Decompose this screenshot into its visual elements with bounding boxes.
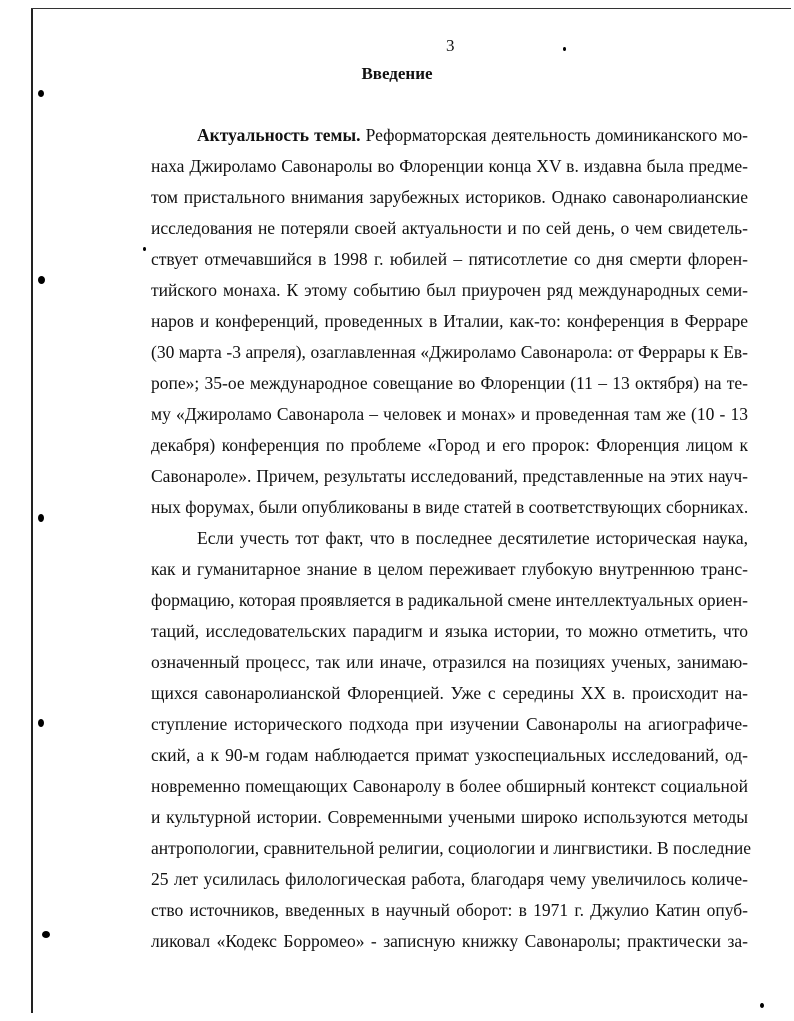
scan-edge-left xyxy=(31,8,33,1013)
page-heading: Введение xyxy=(361,64,433,83)
scan-speck xyxy=(38,514,44,522)
text-line xyxy=(151,120,748,151)
text-line: и культурной истории. Современными учеными широко используются методы xyxy=(151,807,748,827)
text-line: ский, а к 90-м годам наблюдается примат узкоспециальных исследований, од- xyxy=(151,745,748,765)
scan-speck xyxy=(38,276,45,284)
text-line: ство источников, введенных в научный оборот: в 1971 г. Джулио Катин опуб- xyxy=(151,900,748,920)
text-line: наха Джироламо Савонаролы во Флоренции конца XV в. издавна была предме- xyxy=(151,156,748,176)
text-line: 25 лет усилилась филологическая работа, благодаря чему увеличилось количе- xyxy=(151,869,748,889)
scan-speck xyxy=(42,931,50,938)
scan-edge-top xyxy=(31,8,791,9)
text-line: ликовал «Кодекс Борромео» - записную книжку Савонаролы; практически за- xyxy=(151,931,748,951)
scan-speck xyxy=(563,47,566,51)
text-line-content: Реформаторская деятельность доминиканского мо- xyxy=(360,125,748,145)
text-line: ступление исторического подхода при изучении Савонаролы на агиографиче- xyxy=(151,714,748,734)
text-line: означенный процесс, так или иначе, отразился на позициях ученых, занимаю- xyxy=(151,652,748,672)
text-line: ствует отмечавшийся в 1998 г. юбилей – пятисотлетие со дня смерти флорен- xyxy=(151,249,748,269)
scan-speck xyxy=(760,1003,764,1008)
text-line: как и гуманитарное знание в целом переживает глубокую внутреннюю транс- xyxy=(151,559,748,579)
scan-speck xyxy=(38,90,44,97)
text-line: формацию, которая проявляется в радикальной смене интеллектуальных ориен- xyxy=(151,590,748,610)
text-line: декабря) конференция по проблеме «Город и его пророк: Флоренция лицом к xyxy=(151,435,748,455)
text-line: тийского монаха. К этому событию был приурочен ряд международных семи- xyxy=(151,280,748,300)
text-line: ных форумах, были опубликованы в виде статей в соответствующих сборниках. xyxy=(151,497,749,517)
scan-speck xyxy=(38,719,44,727)
text-line: наров и конференций, проведенных в Италии, как-то: конференция в Ферраре xyxy=(151,311,748,331)
text-line: му «Джироламо Савонарола – человек и монах» и проведенная там же (10 - 13 xyxy=(151,404,748,424)
scan-speck xyxy=(143,247,146,251)
text-line: новременно помещающих Савонаролу в более обширный контекст социальной xyxy=(151,776,748,796)
body-text xyxy=(151,120,752,957)
text-line: исследования не потеряли своей актуальности и по сей день, о чем свидетель- xyxy=(151,218,748,238)
text-line: том пристального внимания зарубежных историков. Однако савонаролианские xyxy=(151,187,748,207)
text-line: Если учесть тот факт, что в последнее десятилетие историческая наука, xyxy=(197,528,748,548)
text-line: щихся савонаролианской Флоренцией. Уже с середины XX в. происходит на- xyxy=(151,683,748,703)
page-number: 3 xyxy=(446,36,455,55)
text-line: (30 марта -3 апреля), озаглавленная «Джироламо Савонарола: от Феррары к Ев- xyxy=(151,342,748,362)
text-line: таций, исследовательских парадигм и языка истории, то можно отметить, что xyxy=(151,621,748,641)
paragraph-run-in-heading: Актуальность темы. xyxy=(197,125,361,145)
text-line: ропе»; 35-ое международное совещание во Флоренции (11 – 13 октября) на те- xyxy=(151,373,748,393)
text-line: антропологии, сравнительной религии, социологии и лингвистики. В последние xyxy=(151,838,752,858)
text-line: Савонароле». Причем, результаты исследований, представленные на этих науч- xyxy=(151,466,748,486)
